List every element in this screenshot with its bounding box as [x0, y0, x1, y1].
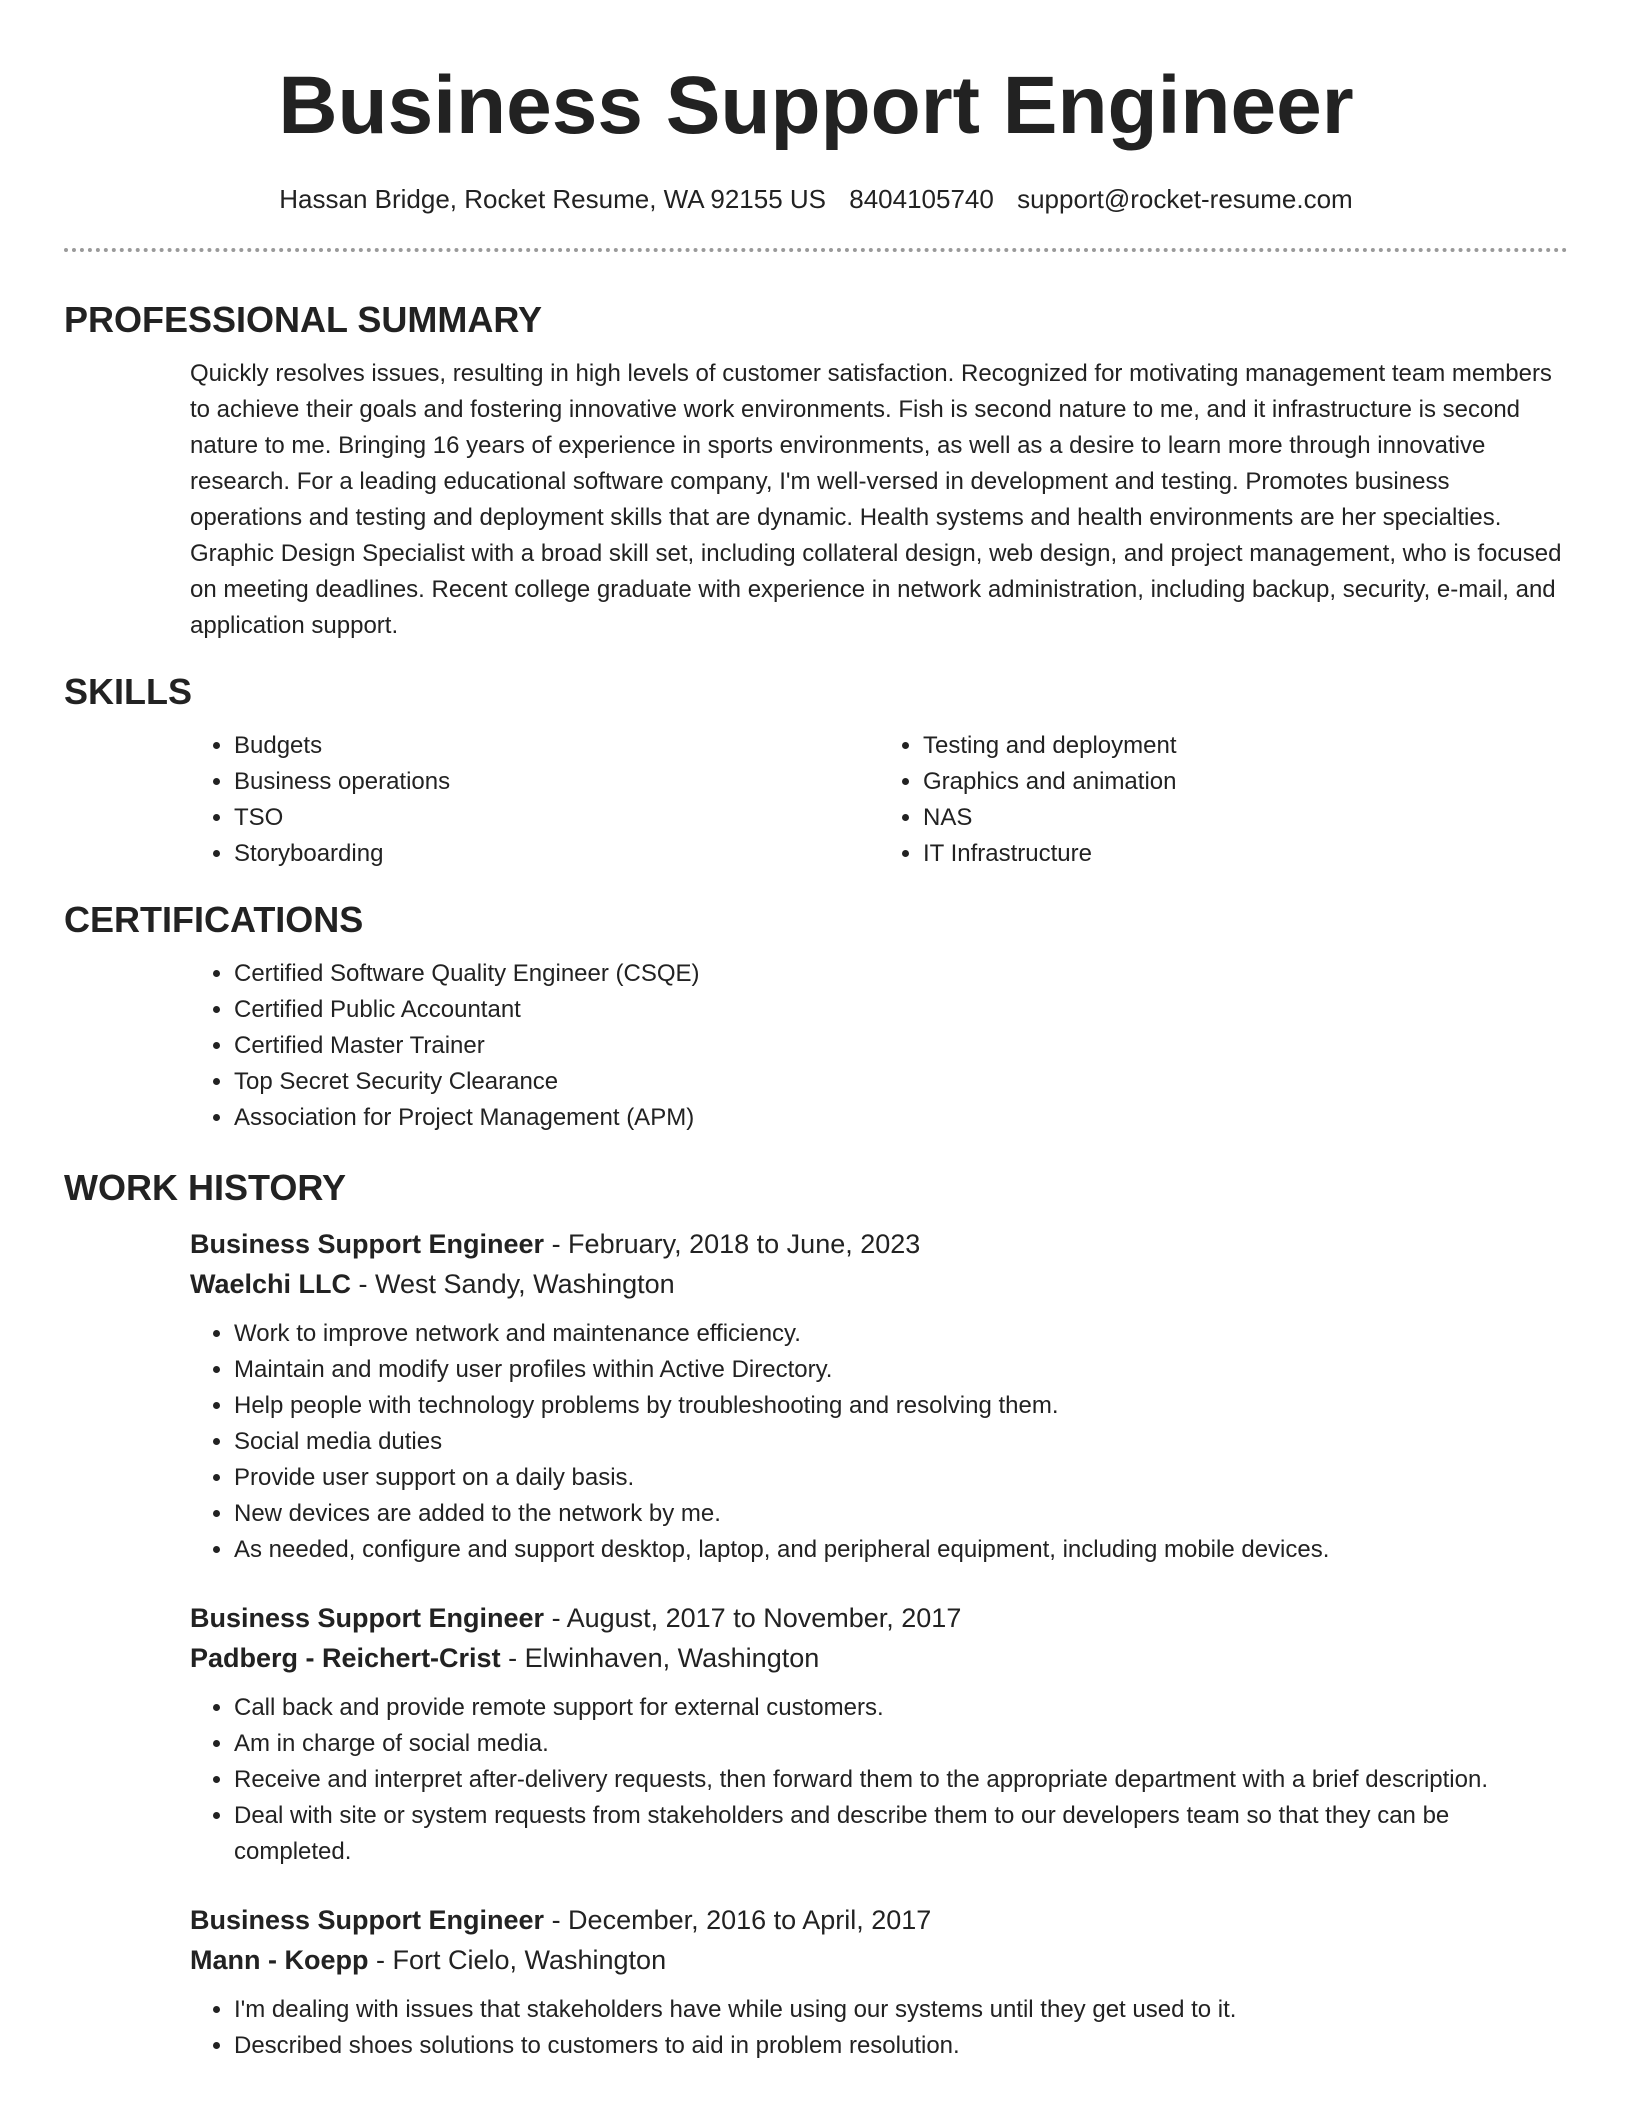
list-item: • Described shoes solutions to customers to aid in problem resolution. [234, 2028, 1568, 2064]
phone-text: 8404105740 [849, 184, 994, 214]
list-item: • IT Infrastructure [923, 836, 1568, 872]
list-item: • Maintain and modify user profiles within Active Directory. [234, 1352, 1568, 1388]
job-title-line [190, 1224, 1568, 1264]
list-item: • I'm dealing with issues that stakeholders have while using our systems until they get used to it. [234, 1992, 1568, 2028]
candidate-name: Business Support Engineer [278, 60, 1354, 151]
job-title-line [190, 1900, 1568, 1940]
job-entry [190, 1900, 1568, 2064]
certifications-section [64, 898, 1568, 1136]
list-item: • New devices are added to the network by me. [234, 1496, 1568, 1532]
work-history-heading: WORK HISTORY [64, 1167, 347, 1208]
list-item: • Am in charge of social media. [234, 1726, 1568, 1762]
list-item: • Provide user support on a daily basis. [234, 1460, 1568, 1496]
summary-section [64, 298, 1568, 644]
skills-list-right [879, 728, 1568, 872]
job-bullets [190, 1316, 1568, 1568]
job-location: - West Sandy, Washington [351, 1269, 675, 1299]
list-item: • Certified Master Trainer [234, 1028, 1568, 1064]
job-dates: - February, 2018 to June, 2023 [544, 1229, 921, 1259]
job-title: Business Support Engineer [190, 1905, 545, 1935]
contact-line [64, 182, 1568, 216]
summary-text: Quickly resolves issues, resulting in high levels of customer satisfaction. Recognized for motivating management team members to achieve their goals and fostering innovative work environments. Fish is second nature to me, and it infrastructure is second nature to me. Bringing 16 years of experience in sports environments, as well as a desire to learn more through innovative research. For a leading educational software company, I'm well-versed in development and testing. Promotes business operations and testing and deployment skills that are dynamic. Health systems and health environments are her specialties. Graphic Design Specialist with a broad skill set, including collateral design, web design, and project management, who is focused on meeting deadlines. Recent college graduate with experience in network administration, including backup, security, e-mail, and application support. [190, 360, 1562, 639]
job-title-line [190, 1598, 1568, 1638]
resume-page [64, 0, 1568, 2064]
job-entry [190, 1598, 1568, 1870]
summary-heading: PROFESSIONAL SUMMARY [64, 299, 543, 340]
job-bullets [190, 1992, 1568, 2064]
skills-list-left [190, 728, 879, 872]
skills-heading: SKILLS [64, 671, 193, 712]
list-item: • Graphics and animation [923, 764, 1568, 800]
job-company: Waelchi LLC [190, 1269, 352, 1299]
list-item: • Testing and deployment [923, 728, 1568, 764]
list-item: • TSO [234, 800, 879, 836]
job-entry [190, 1224, 1568, 1568]
address-text: Hassan Bridge, Rocket Resume, WA 92155 US [279, 184, 827, 214]
header-divider [64, 248, 1568, 252]
resume-header [64, 58, 1568, 252]
job-location: - Fort Cielo, Washington [368, 1945, 667, 1975]
list-item: • Business operations [234, 764, 879, 800]
list-item: • Work to improve network and maintenance efficiency. [234, 1316, 1568, 1352]
list-item: • Budgets [234, 728, 879, 764]
list-item: • Call back and provide remote support for external customers. [234, 1690, 1568, 1726]
list-item: • As needed, configure and support desktop, laptop, and peripheral equipment, including mobile devices. [234, 1532, 1568, 1568]
job-company-line [190, 1940, 1568, 1980]
email-text: support@rocket-resume.com [1017, 184, 1353, 214]
certifications-list [190, 956, 1568, 1136]
list-item: • Help people with technology problems by troubleshooting and resolving them. [234, 1388, 1568, 1424]
job-title: Business Support Engineer [190, 1229, 545, 1259]
job-company: Mann - Koepp [190, 1945, 369, 1975]
list-item: • Certified Software Quality Engineer (CSQE) [234, 956, 1568, 992]
job-company-line [190, 1264, 1568, 1304]
list-item: • Receive and interpret after-delivery requests, then forward them to the appropriate department with a brief description. [234, 1762, 1568, 1798]
list-item: • Association for Project Management (APM) [234, 1100, 1568, 1136]
list-item: • Certified Public Accountant [234, 992, 1568, 1028]
job-bullets [190, 1690, 1568, 1870]
skills-section [64, 670, 1568, 872]
work-history-section [64, 1166, 1568, 2064]
job-dates: - August, 2017 to November, 2017 [544, 1603, 962, 1633]
job-location: - Elwinhaven, Washington [500, 1643, 820, 1673]
list-item: • Top Secret Security Clearance [234, 1064, 1568, 1100]
job-company: Padberg - Reichert-Crist [190, 1643, 501, 1673]
list-item: • NAS [923, 800, 1568, 836]
job-company-line [190, 1638, 1568, 1678]
list-item: • Deal with site or system requests from stakeholders and describe them to our developers team so that they can be completed. [234, 1798, 1568, 1870]
certifications-heading: CERTIFICATIONS [64, 899, 364, 940]
job-dates: - December, 2016 to April, 2017 [544, 1905, 932, 1935]
list-item: • Storyboarding [234, 836, 879, 872]
job-title: Business Support Engineer [190, 1603, 545, 1633]
list-item: • Social media duties [234, 1424, 1568, 1460]
